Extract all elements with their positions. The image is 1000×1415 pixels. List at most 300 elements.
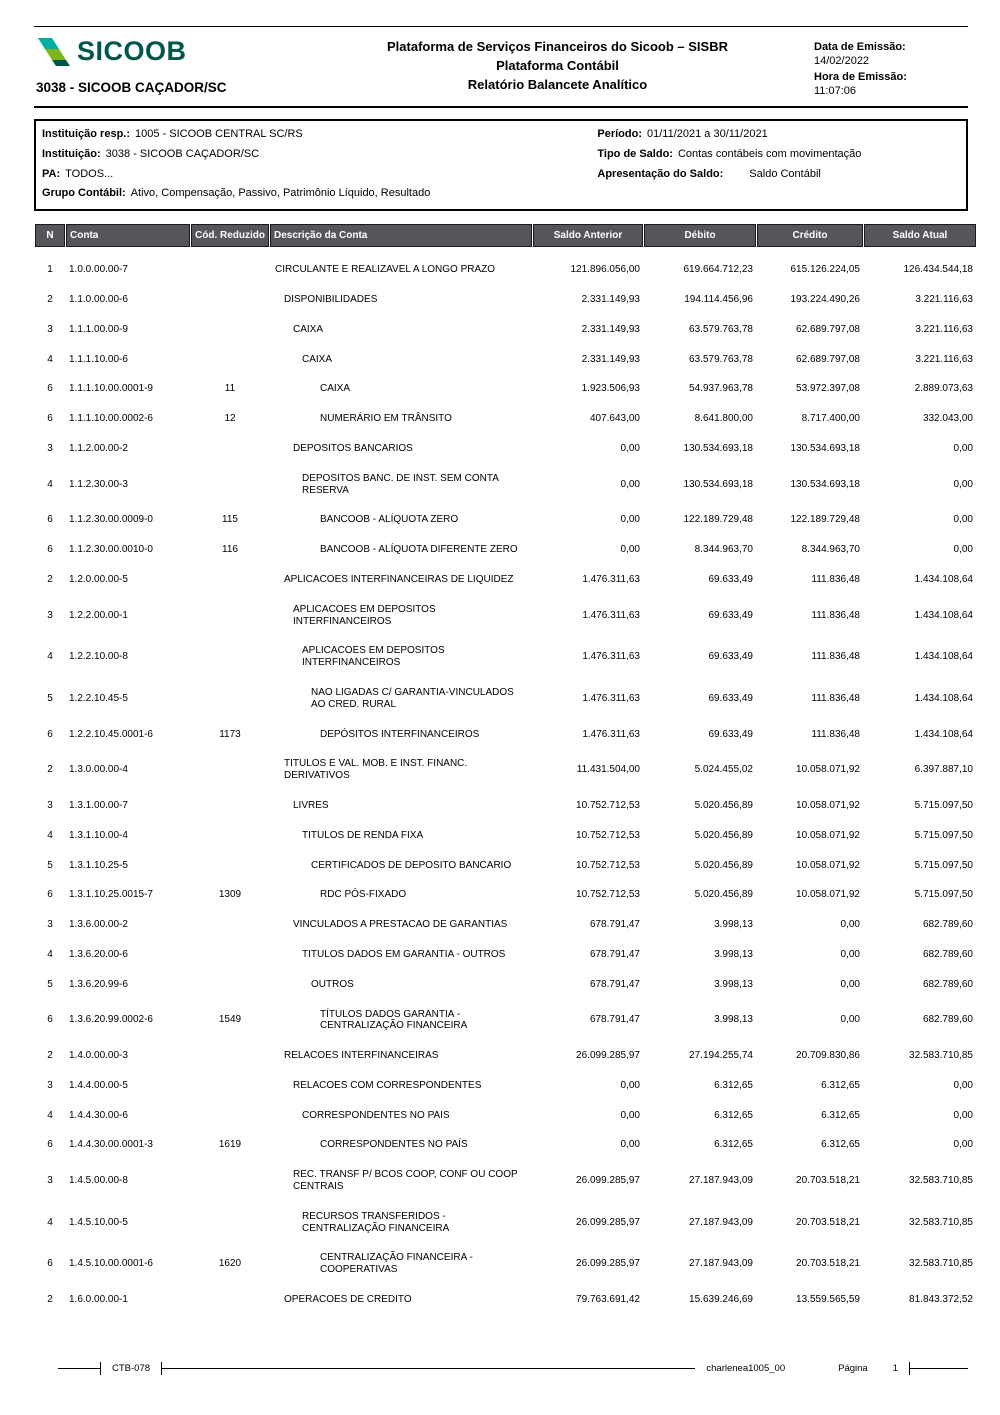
cell-level: 5: [47, 859, 53, 871]
description-text: CORRESPONDENTES NO PAIS: [302, 1109, 450, 1121]
cell-saldo-atual: 1.434.108,64: [914, 728, 973, 740]
cell-level: 3: [47, 1079, 53, 1091]
description-text: RELACOES INTERFINANCEIRAS: [284, 1050, 439, 1062]
description-text: VINCULADOS A PRESTACAO DE GARANTIAS: [293, 919, 508, 931]
table-row: [35, 1202, 976, 1244]
cell-level: 6: [47, 728, 53, 740]
cell-descricao: [270, 1243, 532, 1285]
cell-debito: 6.312,65: [714, 1079, 753, 1091]
cell-cod-reduzido: [191, 1101, 269, 1131]
emission-block: [814, 35, 966, 97]
cell-debito: 27.187.943,09: [689, 1175, 753, 1187]
table-row: [35, 1000, 976, 1042]
cell-cod-reduzido: [191, 749, 269, 791]
grupo-contabil-label: Grupo Contábil:: [42, 187, 126, 200]
periodo-value: 01/11/2021 a 30/11/2021: [647, 128, 768, 140]
cell-conta: 1.2.2.00.00-1: [69, 609, 128, 621]
cell-debito: 69.633,49: [708, 651, 753, 663]
col-header-n: N: [35, 224, 65, 247]
description-text: NAO LIGADAS C/ GARANTIA-VINCULADOS AO CRED. RURAL: [311, 686, 514, 710]
cell-saldo-atual: 682.789,60: [922, 919, 973, 931]
cell-saldo-atual: 1.434.108,64: [914, 573, 973, 585]
description-text: TITULOS E VAL. MOB. E INST. FINANC. DERIVATIVOS: [284, 758, 468, 782]
col-header-saldo-atual: Saldo Atual: [864, 224, 976, 247]
cell-conta: 1.2.2.10.45-5: [69, 692, 128, 704]
cell-saldo-anterior: 2.331.149,93: [581, 353, 640, 365]
cell-level: 6: [47, 544, 53, 556]
cell-level: 4: [47, 829, 53, 841]
cell-cod-reduzido: [191, 1071, 269, 1101]
footer-right-rule: [910, 1368, 968, 1369]
cell-level: 6: [47, 413, 53, 425]
cell-credito: 20.709.830,86: [796, 1050, 860, 1062]
cell-debito: 619.664.712,23: [683, 264, 753, 276]
cell-debito: 27.187.943,09: [689, 1216, 753, 1228]
cell-saldo-atual: 2.889.073,63: [914, 383, 973, 395]
page-footer: [58, 1362, 968, 1375]
cell-credito: 6.312,65: [821, 1079, 860, 1091]
cell-conta: 1.2.2.10.45.0001-6: [69, 728, 153, 740]
description-text: RELACOES COM CORRESPONDENTES: [293, 1079, 482, 1091]
cell-cod-reduzido: 1549: [218, 1014, 242, 1026]
inst-resp-label: Instituição resp.:: [42, 128, 131, 140]
cell-saldo-anterior: 1.476.311,63: [582, 651, 640, 663]
footer-tick-1: [100, 1362, 101, 1375]
cell-credito: 111.836,48: [811, 651, 860, 663]
cell-descricao: [270, 636, 532, 678]
cell-debito: 194.114.456,96: [684, 293, 753, 305]
cell-cod-reduzido: 11: [224, 383, 236, 395]
cell-cod-reduzido: 1619: [218, 1139, 242, 1151]
cell-conta: 1.3.1.10.25.0015-7: [69, 889, 153, 901]
cell-descricao: [270, 880, 532, 910]
table-row: [35, 970, 976, 1000]
cell-descricao: [270, 1130, 532, 1160]
table-row: [35, 247, 976, 285]
cell-credito: 6.312,65: [821, 1109, 860, 1121]
apresentacao-label: Apresentação do Saldo:: [597, 167, 724, 180]
cell-credito: 62.689.797,08: [796, 323, 860, 335]
cell-level: 3: [47, 919, 53, 931]
cell-conta: 1.1.1.10.00-6: [69, 353, 128, 365]
table-row: [35, 1243, 976, 1285]
table-row: [35, 910, 976, 940]
cell-cod-reduzido: [191, 1041, 269, 1071]
cell-debito: 122.189.729,48: [683, 514, 753, 526]
cell-cod-reduzido: [191, 565, 269, 595]
cell-level: 3: [47, 1175, 53, 1187]
report-title-line2: Plataforma Contábil: [496, 58, 619, 73]
col-header-debito: Débito: [644, 224, 756, 247]
institution-title: 3038 - SICOOB CAÇADOR/SC: [36, 80, 227, 95]
cell-conta: 1.4.4.00.00-5: [69, 1079, 128, 1091]
cell-cod-reduzido: 1620: [218, 1258, 242, 1270]
periodo-label: Período:: [597, 128, 642, 140]
cell-saldo-atual: 32.583.710,85: [909, 1175, 973, 1187]
col-header-credito: Crédito: [757, 224, 863, 247]
cell-credito: 111.836,48: [811, 728, 860, 740]
col-header-conta: Conta: [66, 224, 190, 247]
description-text: CIRCULANTE E REALIZAVEL A LONGO PRAZO: [275, 264, 496, 276]
cell-credito: 10.058.071,92: [796, 764, 860, 776]
table-row: [35, 821, 976, 851]
cell-credito: 53.972.397,08: [796, 383, 860, 395]
cell-debito: 130.534.693,18: [683, 478, 753, 490]
cell-debito: 15.639.246,69: [689, 1294, 753, 1306]
cell-saldo-anterior: 0,00: [620, 1079, 640, 1091]
cell-debito: 8.344.963,70: [694, 544, 753, 556]
cell-cod-reduzido: [191, 1160, 269, 1202]
report-title-line1: Plataforma de Serviços Financeiros do Sicoob – SISBR: [387, 39, 728, 54]
cell-saldo-atual: 0,00: [953, 514, 973, 526]
cell-saldo-anterior: 26.099.285,97: [576, 1175, 640, 1187]
cell-conta: 1.1.2.00.00-2: [69, 442, 128, 454]
info-row-4: [42, 184, 960, 204]
cell-saldo-atual: 332.043,00: [922, 413, 973, 425]
emission-date-value: 14/02/2022: [814, 55, 870, 67]
cell-conta: 1.3.6.20.99-6: [69, 978, 128, 990]
table-row: [35, 404, 976, 434]
info-periodo: [597, 125, 960, 145]
cell-debito: 5.020.456,89: [694, 829, 753, 841]
cell-saldo-atual: 32.583.710,85: [909, 1216, 973, 1228]
cell-saldo-atual: 3.221.116,63: [915, 293, 973, 305]
cell-credito: 20.703.518,21: [796, 1216, 860, 1228]
cell-saldo-anterior: 121.896.056,00: [570, 264, 640, 276]
info-row-1: [42, 125, 960, 145]
cell-cod-reduzido: [191, 821, 269, 851]
cell-debito: 6.312,65: [714, 1109, 753, 1121]
cell-credito: 10.058.071,92: [796, 889, 860, 901]
cell-level: 6: [47, 1139, 53, 1151]
sicoob-logo-text: SICOOB: [77, 36, 187, 66]
cell-conta: 1.2.0.00.00-5: [69, 573, 128, 585]
cell-level: 5: [47, 692, 53, 704]
cell-descricao: [270, 970, 532, 1000]
cell-cod-reduzido: [191, 791, 269, 821]
pa-label: PA:: [42, 167, 61, 180]
info-instituicao: [42, 145, 597, 165]
footer-center-rule: [162, 1368, 695, 1369]
cell-cod-reduzido: 116: [222, 544, 238, 556]
cell-level: 2: [47, 293, 53, 305]
cell-level: 2: [47, 1294, 53, 1306]
description-text: APLICACOES EM DEPOSITOS INTERFINANCEIROS: [293, 603, 436, 627]
cell-level: 4: [47, 948, 53, 960]
info-pa: [42, 165, 597, 185]
cell-debito: 3.998,13: [714, 978, 753, 990]
cell-level: 4: [47, 1109, 53, 1121]
table-row: [35, 1041, 976, 1071]
cell-saldo-atual: 1.434.108,64: [914, 692, 973, 704]
cell-saldo-atual: 32.583.710,85: [909, 1258, 973, 1270]
cell-debito: 3.998,13: [714, 919, 753, 931]
cell-descricao: [270, 404, 532, 434]
cell-cod-reduzido: [191, 1285, 269, 1315]
cell-descricao: [270, 374, 532, 404]
cell-saldo-atual: 0,00: [953, 442, 973, 454]
cell-credito: 111.836,48: [811, 692, 860, 704]
inst-resp-value: 1005 - SICOOB CENTRAL SC/RS: [135, 128, 303, 140]
footer-page-label: Página: [838, 1363, 868, 1374]
cell-descricao: [270, 910, 532, 940]
table-row: [35, 636, 976, 678]
cell-conta: 1.1.0.00.00-6: [69, 293, 128, 305]
cell-level: 6: [47, 514, 53, 526]
cell-saldo-anterior: 79.763.691,42: [576, 1294, 640, 1306]
cell-conta: 1.3.1.10.25-5: [69, 859, 128, 871]
cell-cod-reduzido: [191, 247, 269, 285]
cell-descricao: [270, 565, 532, 595]
table-row: [35, 720, 976, 750]
pa-value: TODOS...: [65, 167, 114, 180]
description-text: APLICACOES INTERFINANCEIRAS DE LIQUIDEZ: [284, 573, 514, 585]
cell-saldo-atual: 126.434.544,18: [903, 264, 973, 276]
cell-level: 4: [47, 651, 53, 663]
cell-debito: 63.579.763,78: [689, 353, 753, 365]
cell-conta: 1.0.0.00.00-7: [69, 264, 128, 276]
col-header-saldo-anterior: Saldo Anterior: [533, 224, 643, 247]
cell-debito: 130.534.693,18: [683, 442, 753, 454]
cell-level: 3: [47, 323, 53, 335]
cell-credito: 20.703.518,21: [796, 1258, 860, 1270]
table-row: [35, 374, 976, 404]
cell-saldo-atual: 0,00: [953, 1139, 973, 1151]
cell-level: 6: [47, 889, 53, 901]
cell-cod-reduzido: [191, 595, 269, 637]
cell-conta: 1.1.2.30.00.0009-0: [69, 514, 153, 526]
cell-cod-reduzido: [191, 285, 269, 315]
table-row: [35, 595, 976, 637]
cell-debito: 5.020.456,89: [694, 799, 753, 811]
footer-left-rule: [58, 1368, 100, 1369]
cell-saldo-atual: 682.789,60: [922, 1014, 973, 1026]
description-text: TITULOS DADOS EM GARANTIA - OUTROS: [302, 948, 506, 960]
cell-conta: 1.3.6.20.99.0002-6: [69, 1014, 153, 1026]
sicoob-logo-icon: [36, 37, 72, 67]
cell-saldo-atual: 5.715.097,50: [914, 859, 973, 871]
description-text: CERTIFICADOS DE DEPOSITO BANCARIO: [311, 859, 512, 871]
info-tipo-saldo: [597, 145, 960, 165]
cell-descricao: [270, 791, 532, 821]
emission-time-value: 11:07:06: [814, 85, 857, 97]
description-text: CENTRALIZAÇÃO FINANCEIRA - COOPERATIVAS: [320, 1252, 473, 1276]
cell-level: 1: [47, 264, 53, 276]
cell-descricao: [270, 1071, 532, 1101]
cell-level: 5: [47, 978, 53, 990]
cell-credito: 20.703.518,21: [796, 1175, 860, 1187]
sicoob-logo: [36, 35, 301, 68]
cell-descricao: [270, 535, 532, 565]
cell-descricao: [270, 678, 532, 720]
cell-saldo-anterior: 10.752.712,53: [576, 859, 640, 871]
cell-level: 4: [47, 353, 53, 365]
description-text: RECURSOS TRANSFERIDOS - CENTRALIZAÇÃO FINANCEIRA: [302, 1210, 450, 1234]
cell-descricao: [270, 595, 532, 637]
table-row: [35, 505, 976, 535]
tipo-saldo-label: Tipo de Saldo:: [597, 147, 673, 160]
cell-descricao: [270, 851, 532, 881]
cell-descricao: [270, 434, 532, 464]
cell-level: 3: [47, 442, 53, 454]
cell-saldo-anterior: 678.791,47: [589, 919, 640, 931]
description-text: APLICACOES EM DEPOSITOS INTERFINANCEIROS: [302, 645, 445, 669]
table-row: [35, 535, 976, 565]
table-row: [35, 1160, 976, 1202]
cell-credito: 62.689.797,08: [796, 353, 860, 365]
cell-debito: 54.937.963,78: [689, 383, 753, 395]
cell-conta: 1.3.1.00.00-7: [69, 799, 128, 811]
cell-saldo-atual: 5.715.097,50: [914, 829, 973, 841]
cell-level: 3: [47, 799, 53, 811]
cell-descricao: [270, 315, 532, 345]
cell-saldo-anterior: 0,00: [620, 478, 640, 490]
cell-conta: 1.4.4.30.00.0001-3: [69, 1139, 153, 1151]
cell-debito: 69.633,49: [708, 573, 753, 585]
cell-saldo-anterior: 1.476.311,63: [582, 573, 640, 585]
cell-descricao: [270, 720, 532, 750]
cell-saldo-atual: 3.221.116,63: [915, 323, 973, 335]
cell-saldo-anterior: 678.791,47: [589, 978, 640, 990]
description-text: LIVRES: [293, 799, 329, 811]
cell-descricao: [270, 345, 532, 375]
cell-descricao: [270, 247, 532, 285]
report-info-box: [34, 119, 968, 211]
cell-cod-reduzido: [191, 636, 269, 678]
cell-level: 6: [47, 1258, 53, 1270]
cell-saldo-atual: 5.715.097,50: [914, 889, 973, 901]
cell-descricao: [270, 940, 532, 970]
cell-conta: 1.3.1.10.00-4: [69, 829, 128, 841]
table-row: [35, 315, 976, 345]
cell-saldo-anterior: 1.923.506,93: [581, 383, 640, 395]
cell-cod-reduzido: [191, 970, 269, 1000]
footer-user-code: charlenea1005_00: [706, 1363, 786, 1374]
cell-saldo-anterior: 0,00: [620, 1109, 640, 1121]
cell-cod-reduzido: 1309: [218, 889, 242, 901]
table-row: [35, 1130, 976, 1160]
table-row: [35, 345, 976, 375]
description-text: DEPOSITOS BANCARIOS: [293, 442, 413, 454]
info-apresentacao: [597, 165, 960, 185]
header-row: [35, 224, 976, 247]
emission-date-label: Data de Emissão:: [814, 41, 906, 53]
instituicao-value: 3038 - SICOOB CAÇADOR/SC: [105, 147, 260, 160]
cell-conta: 1.1.1.00.00-9: [69, 323, 128, 335]
table-row: [35, 749, 976, 791]
cell-cod-reduzido: [191, 464, 269, 506]
cell-debito: 27.187.943,09: [689, 1258, 753, 1270]
table-row: [35, 565, 976, 595]
info-row-2: [42, 145, 960, 165]
cell-conta: 1.4.5.10.00-5: [69, 1216, 128, 1228]
table-row: [35, 940, 976, 970]
cell-descricao: [270, 1101, 532, 1131]
table-row: [35, 434, 976, 464]
cell-saldo-anterior: 2.331.149,93: [581, 293, 640, 305]
table-row: [35, 851, 976, 881]
description-text: DEPOSITOS BANC. DE INST. SEM CONTA RESERVA: [302, 472, 499, 496]
cell-debito: 5.024.455,02: [694, 764, 753, 776]
cell-conta: 1.6.0.00.00-1: [69, 1294, 128, 1306]
cell-debito: 8.641.800,00: [694, 413, 753, 425]
cell-saldo-anterior: 678.791,47: [589, 948, 640, 960]
cell-descricao: [270, 1160, 532, 1202]
table-row: [35, 1071, 976, 1101]
cell-descricao: [270, 821, 532, 851]
info-row-3: [42, 165, 960, 185]
cell-level: 2: [47, 764, 53, 776]
description-text: NUMERÁRIO EM TRÂNSITO: [320, 413, 452, 425]
cell-cod-reduzido: 12: [224, 413, 236, 425]
description-text: OUTROS: [311, 978, 354, 990]
cell-level: 4: [47, 1216, 53, 1228]
cell-conta: 1.4.5.10.00.0001-6: [69, 1258, 153, 1270]
description-text: TÍTULOS DADOS GARANTIA - CENTRALIZAÇÃO FINANCEIRA: [320, 1008, 468, 1032]
cell-credito: 10.058.071,92: [796, 799, 860, 811]
cell-descricao: [270, 1202, 532, 1244]
info-inst-resp: [42, 125, 597, 145]
cell-credito: 111.836,48: [811, 573, 860, 585]
footer-page-number: 1: [892, 1363, 898, 1374]
cell-credito: 0,00: [840, 978, 860, 990]
cell-conta: 1.1.2.30.00-3: [69, 478, 128, 490]
cell-descricao: [270, 464, 532, 506]
cell-saldo-atual: 0,00: [953, 478, 973, 490]
tipo-saldo-value: Contas contábeis com movimentação: [677, 147, 862, 160]
cell-level: 2: [47, 573, 53, 585]
table-row: [35, 285, 976, 315]
report-header: [34, 26, 968, 108]
description-text: CORRESPONDENTES NO PAÍS: [320, 1139, 468, 1151]
cell-saldo-anterior: 0,00: [620, 442, 640, 454]
cell-level: 6: [47, 383, 53, 395]
cell-credito: 8.344.963,70: [801, 544, 860, 556]
cell-saldo-atual: 0,00: [953, 1079, 973, 1091]
cell-conta: 1.2.2.10.00-8: [69, 651, 128, 663]
footer-report-code: CTB-078: [112, 1363, 151, 1374]
info-grupo-contabil: [42, 184, 960, 204]
table-row: [35, 791, 976, 821]
cell-debito: 5.020.456,89: [694, 859, 753, 871]
table-row: [35, 464, 976, 506]
cell-debito: 69.633,49: [708, 692, 753, 704]
cell-conta: 1.3.6.00.00-2: [69, 919, 128, 931]
cell-saldo-atual: 0,00: [953, 544, 973, 556]
cell-debito: 69.633,49: [708, 609, 753, 621]
balancete-header: [35, 224, 976, 247]
cell-credito: 6.312,65: [821, 1139, 860, 1151]
description-text: CAIXA: [320, 383, 351, 395]
grupo-contabil-value: Ativo, Compensação, Passivo, Patrimônio Líquido, Resultado: [130, 187, 431, 200]
balancete-table: [34, 224, 977, 1315]
instituicao-label: Instituição:: [42, 147, 101, 160]
cell-descricao: [270, 1041, 532, 1071]
cell-saldo-anterior: 11.431.504,00: [576, 764, 640, 776]
cell-credito: 0,00: [840, 948, 860, 960]
cell-saldo-anterior: 26.099.285,97: [576, 1050, 640, 1062]
cell-saldo-anterior: 1.476.311,63: [582, 609, 640, 621]
cell-conta: 1.1.1.10.00.0002-6: [69, 413, 153, 425]
cell-credito: 122.189.729,48: [790, 514, 860, 526]
cell-cod-reduzido: [191, 315, 269, 345]
cell-conta: 1.3.0.00.00-4: [69, 764, 128, 776]
cell-saldo-anterior: 10.752.712,53: [576, 829, 640, 841]
cell-cod-reduzido: [191, 910, 269, 940]
cell-descricao: [270, 749, 532, 791]
col-header-cod-reduzido: Cód. Reduzido: [191, 224, 269, 247]
cell-credito: 130.534.693,18: [790, 478, 860, 490]
